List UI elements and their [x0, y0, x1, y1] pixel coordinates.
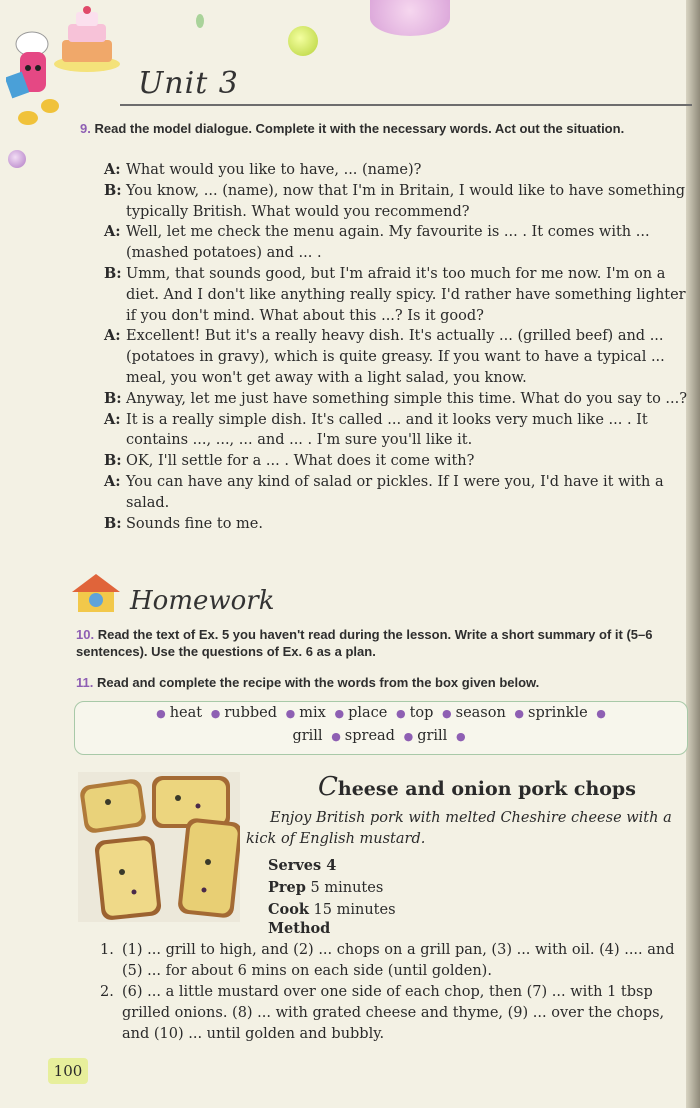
- exercise-number: 9.: [80, 121, 91, 136]
- word-item: spread: [344, 728, 395, 744]
- pork-chops-photo: [78, 772, 240, 922]
- speaker-label: B:: [104, 514, 122, 532]
- dialogue-turn: [104, 326, 688, 388]
- word-box-line-2: grill ● spread ● grill ●: [292, 728, 466, 744]
- dialogue-line: You know, ... (name), now that I'm in Britain, I would like to have something typically British. What would you recommend?: [126, 182, 685, 220]
- word-box: [74, 701, 688, 755]
- decor-bubble: [196, 14, 204, 28]
- dialogue-line: Excellent! But it's a really heavy dish. It's actually ... (grilled beef) and ... (potatoes in gravy), which is quite greasy. If you want to have a typical ... meal, you won't get away with a light salad, you know.: [126, 328, 665, 386]
- method-step: [100, 940, 692, 982]
- method-steps: [100, 940, 692, 1045]
- step-text: (1) ... grill to high, and (2) ... chops on a grill pan, (3) ... with oil. (4) .... and (5) ... for about 6 mins on each side (until golden).: [122, 942, 675, 979]
- method-step: [100, 982, 692, 1045]
- header-rule: [120, 104, 692, 106]
- dialogue-turn: [104, 451, 688, 472]
- dialogue-turn: [104, 264, 688, 326]
- instruction-text: Read the text of Ex. 5 you haven't read during the lesson. Write a short summary of it (5–6 sentences). Use the questions of Ex. 6 as a plan.: [76, 627, 653, 659]
- chef-character-illustration: [6, 30, 76, 130]
- speaker-label: A:: [104, 410, 121, 428]
- step-number: 1.: [100, 942, 114, 958]
- speaker-label: B:: [104, 452, 122, 470]
- speaker-label: A:: [104, 472, 121, 490]
- word-item: grill: [417, 728, 448, 744]
- exercise-number: 11.: [76, 675, 94, 690]
- word-item: sprinkle: [528, 705, 588, 721]
- dialogue-turn: [104, 181, 688, 223]
- word-item: mix: [299, 705, 326, 721]
- dialogue-line: OK, I'll settle for a ... . What does it come with?: [126, 453, 475, 470]
- speaker-label: A:: [104, 223, 121, 241]
- dialogue-line: Umm, that sounds good, but I'm afraid it's too much for me now. I'm on a diet. And I don't like anything really spicy. I'd rather have something lighter if you don't mind. What about this ...? Is it good?: [126, 265, 686, 324]
- prep-label: Prep: [268, 879, 306, 896]
- word-item: season: [455, 705, 506, 721]
- dialogue-line: What would you like to have, ... (name)?: [126, 162, 422, 178]
- dialogue-line: You can have any kind of salad or pickles. If I were you, I'd have it with a salad.: [126, 473, 664, 511]
- exercise-9-instruction: [80, 120, 690, 137]
- step-number: 2.: [100, 984, 114, 1000]
- speaker-label: A:: [104, 327, 121, 345]
- exercise-11-instruction: [76, 674, 688, 691]
- speaker-label: B:: [104, 264, 122, 282]
- step-text: (6) ... a little mustard over one side of each chop, then (7) ... with 1 tbsp grilled onions. (8) ... with grated cheese and thyme, (9) ... over the chops, and (10) ... until golden and bubbly.: [122, 984, 665, 1042]
- dialogue-turn: [104, 222, 688, 264]
- house-icon: [70, 572, 122, 614]
- dialogue-turn: [104, 472, 688, 514]
- exercise-number: 10.: [76, 627, 95, 642]
- word-box-line-1: ● heat ● rubbed ● mix ● place ● top ● season ● sprinkle ●: [156, 705, 606, 721]
- prep-value: 5 minutes: [310, 880, 384, 896]
- word-item: grill: [292, 728, 323, 744]
- cook-label: Cook: [268, 901, 309, 918]
- instruction-text: Read the model dialogue. Complete it with the necessary words. Act out the situation.: [94, 121, 625, 136]
- dialogue-line: Well, let me check the menu again. My favourite is ... . It comes with ... (mashed potatoes) and ... .: [126, 224, 650, 262]
- recipe-meta: [268, 855, 396, 921]
- dialogue-line: Sounds fine to me.: [126, 515, 263, 532]
- decor-bubble: [370, 0, 450, 36]
- recipe-title-rest: heese and onion pork chops: [337, 778, 636, 800]
- word-item: heat: [169, 705, 203, 721]
- model-dialogue: [104, 160, 688, 534]
- speaker-label: B:: [104, 389, 122, 407]
- homework-heading: Homework: [130, 586, 275, 616]
- serves-label: Serves 4: [268, 857, 337, 874]
- dialogue-turn: [104, 160, 688, 181]
- decor-bubble: [8, 150, 26, 168]
- method-heading: Method: [268, 920, 331, 937]
- dialogue-turn: [104, 410, 688, 452]
- recipe-title-initial: C: [318, 772, 338, 802]
- speaker-label: B:: [104, 181, 122, 199]
- recipe-subtitle: Enjoy British pork with melted Cheshire cheese with a kick of English mustard.: [246, 810, 672, 847]
- dialogue-line: It is a really simple dish. It's called ... and it looks very much like ... . It contains ..., ..., ... and ... . I'm sure you'll like it.: [126, 411, 648, 449]
- page-number: 100: [48, 1058, 88, 1084]
- dialogue-line: Anyway, let me just have something simple this time. What do you say to ...?: [126, 390, 688, 407]
- decor-bubble: [288, 26, 318, 56]
- exercise-10-instruction: [76, 626, 688, 660]
- cook-value: 15 minutes: [313, 902, 396, 918]
- dialogue-turn: [104, 514, 688, 535]
- recipe-title: [318, 772, 636, 802]
- word-item: rubbed: [224, 705, 278, 721]
- instruction-text: Read and complete the recipe with the words from the box given below.: [96, 675, 540, 690]
- speaker-label: A:: [104, 161, 121, 178]
- dialogue-turn: [104, 389, 688, 410]
- word-item: place: [348, 705, 388, 721]
- unit-title: Unit 3: [138, 66, 239, 101]
- word-item: top: [409, 705, 434, 721]
